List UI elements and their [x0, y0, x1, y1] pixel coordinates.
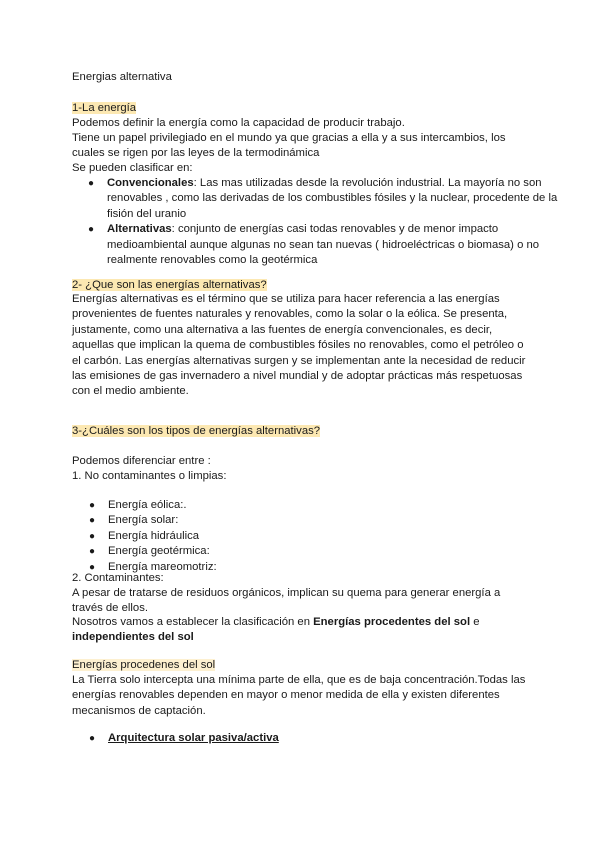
list-item — [89, 731, 568, 746]
clean-energy-list — [72, 498, 568, 575]
classification-term-2: independientes del sol — [72, 631, 194, 644]
list-item: ● Energía solar: — [108, 513, 568, 528]
category-1-label: 1. No contaminantes o limpias: — [72, 470, 227, 482]
item-text: : conjunto de energías casi todas renovables y de menor impacto medioambiental aunque algunas no sean tan nuevas ( hidroeléctricas o biomasa) o no realmente renovables como la geotérmica — [107, 223, 540, 267]
section-1-line-2: Tiene un papel privilegiado en el mundo ya que gracias a ella y a sus intercambios, los cuales se rigen por las leyes de la termodinámica — [72, 132, 506, 160]
section-2-paragraph: Energías alternativas es el término que se utiliza para hacer referencia a las energías provenientes de fuentes naturales y renovables, como la solar o la eólica. Se presenta, justamente, como una alternativa a las fuentes de energía convencionales, es decir, aquellas que implican la quema de combustibles fósiles no renovables, como el petróleo o el carbón. Las energías alternativas surgen y se implementan ante la necesidad de reducir las emisiones de gas invernadero a nivel mundial y de adoptar prácticas más respetuosas con el medio ambiente. — [72, 293, 526, 398]
bullet-icon: ● — [89, 546, 96, 558]
section-1-line-1: Podemos definir la energía como la capacidad de producir trabajo. — [72, 117, 405, 129]
bullet-icon: ● — [89, 530, 96, 542]
category-2-label: 2. Contaminantes: — [72, 572, 164, 584]
bullet-icon: ● — [88, 178, 95, 189]
list-item: ● Energía hidráulica — [108, 529, 568, 544]
section-4-heading: Energías procedenes del sol — [72, 659, 216, 671]
list-item: ● Energía geotérmica: — [108, 544, 568, 559]
section-1-heading-line — [72, 101, 532, 116]
section-4-paragraph: La Tierra solo intercepta una mínima parte de ella, que es de baja concentración.Todas las energías renovables dependen en mayor o menor medida de ella y existen diferentes mecanismos de captación. — [72, 674, 526, 717]
bullet-icon: ● — [89, 733, 96, 744]
bullet-icon: ● — [89, 515, 96, 527]
section-2-heading: 2- ¿Que son las energías alternativas? — [72, 279, 267, 291]
section-3-intro: Podemos diferenciar entre : — [72, 455, 211, 467]
item-term: Convencionales — [107, 177, 194, 189]
section-1-line-3: Se pueden clasificar en: — [72, 162, 193, 174]
solar-architecture-item: Arquitectura solar pasiva/activa — [108, 732, 279, 744]
document-title: Energias alternativa — [72, 71, 172, 83]
category-2-text: A pesar de tratarse de residuos orgánicos, implican su quema para generar energía a través de ellos. — [72, 587, 501, 615]
list-item: ● Energía mareomotriz: — [108, 560, 568, 575]
item-term: Alternativas — [107, 223, 172, 236]
bullet-icon: ● — [89, 500, 96, 511]
bullet-icon: ● — [89, 561, 96, 573]
section-4-heading-line — [72, 658, 532, 673]
section-3-heading: 3-¿Cuáles son los tipos de energías alternativas? — [72, 425, 321, 437]
section-3-heading-line — [72, 424, 532, 439]
bullet-icon: ● — [88, 224, 95, 236]
list-item: ● Energía eólica:. — [108, 498, 568, 513]
item-text: : Las mas utilizadas desde la revolución industrial. La mayoría no son renovables , como las derivadas de los combustibles fósiles y la nuclear, procedente de la fisión del uranio — [107, 177, 558, 220]
classification-term-1: Energías procedentes del sol — [313, 616, 471, 628]
list-item — [88, 176, 562, 222]
list-item — [88, 222, 562, 268]
section-1-heading: 1-La energía — [72, 102, 137, 114]
energy-classification-list — [72, 176, 562, 268]
solar-mechanisms-list — [72, 731, 568, 746]
classification-sentence: Nosotros vamos a establecer la clasificación en Energías procedentes del sol e independientes del sol — [72, 616, 480, 644]
